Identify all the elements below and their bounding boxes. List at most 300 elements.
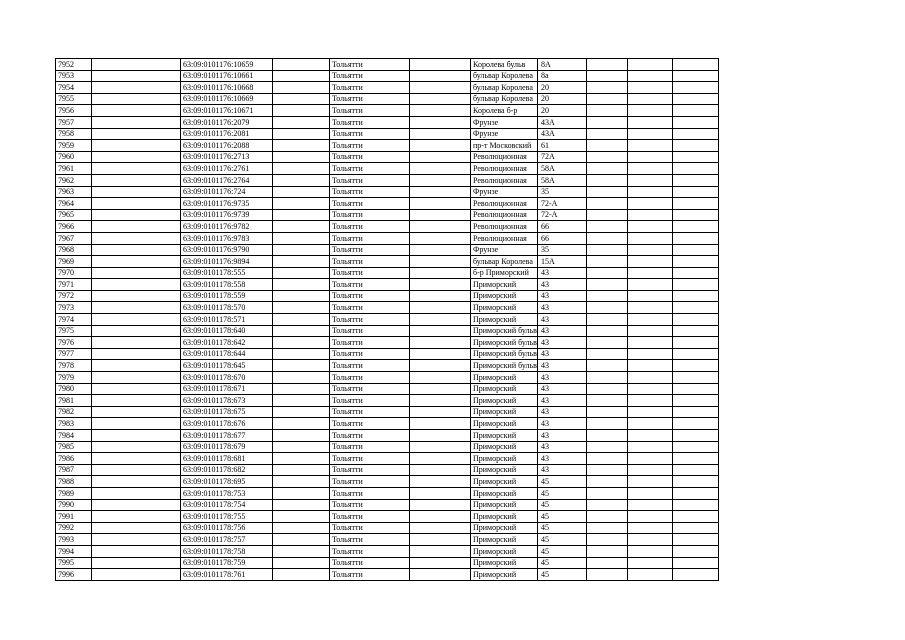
empty-cell <box>273 430 330 442</box>
empty-cell <box>672 476 718 488</box>
empty-cell <box>586 476 627 488</box>
empty-cell <box>627 430 672 442</box>
cadastral-number-cell: 63:09:0101178:675 <box>181 406 273 418</box>
street-cell: Приморский <box>471 314 538 326</box>
registry-table <box>55 58 719 581</box>
city-cell: Тольятти <box>330 232 410 244</box>
empty-cell <box>586 383 627 395</box>
empty-cell <box>92 395 181 407</box>
street-cell: Революционная <box>471 151 538 163</box>
table-row <box>56 105 719 117</box>
row-number-cell: 7970 <box>56 267 92 279</box>
empty-cell <box>273 174 330 186</box>
row-number-cell: 7986 <box>56 453 92 465</box>
row-number-cell: 7972 <box>56 290 92 302</box>
city-cell: Тольятти <box>330 186 410 198</box>
empty-cell <box>273 569 330 581</box>
empty-cell <box>410 325 471 337</box>
street-cell: Фрунзе <box>471 244 538 256</box>
empty-cell <box>586 232 627 244</box>
city-cell: Тольятти <box>330 348 410 360</box>
table-row <box>56 534 719 546</box>
empty-cell <box>410 70 471 82</box>
empty-cell <box>92 406 181 418</box>
table-row <box>56 279 719 291</box>
row-number-cell: 7982 <box>56 406 92 418</box>
table-row <box>56 569 719 581</box>
empty-cell <box>672 522 718 534</box>
city-cell: Тольятти <box>330 418 410 430</box>
empty-cell <box>627 499 672 511</box>
cadastral-number-cell: 63:09:0101178:695 <box>181 476 273 488</box>
table-row <box>56 151 719 163</box>
house-number-cell: 8А <box>537 59 586 71</box>
city-cell: Тольятти <box>330 279 410 291</box>
empty-cell <box>410 430 471 442</box>
empty-cell <box>273 360 330 372</box>
empty-cell <box>273 511 330 523</box>
empty-cell <box>410 256 471 268</box>
empty-cell <box>92 186 181 198</box>
empty-cell <box>273 163 330 175</box>
empty-cell <box>410 383 471 395</box>
empty-cell <box>672 82 718 94</box>
empty-cell <box>92 534 181 546</box>
row-number-cell: 7995 <box>56 557 92 569</box>
empty-cell <box>586 430 627 442</box>
empty-cell <box>273 116 330 128</box>
table-row <box>56 372 719 384</box>
empty-cell <box>410 511 471 523</box>
empty-cell <box>672 499 718 511</box>
empty-cell <box>672 151 718 163</box>
empty-cell <box>410 163 471 175</box>
empty-cell <box>672 325 718 337</box>
row-number-cell: 7985 <box>56 441 92 453</box>
empty-cell <box>273 441 330 453</box>
house-number-cell: 72-А <box>537 209 586 221</box>
table-row <box>56 464 719 476</box>
empty-cell <box>672 569 718 581</box>
street-cell: Приморский <box>471 499 538 511</box>
empty-cell <box>92 383 181 395</box>
empty-cell <box>92 105 181 117</box>
empty-cell <box>627 557 672 569</box>
empty-cell <box>586 395 627 407</box>
empty-cell <box>273 406 330 418</box>
table-row <box>56 256 719 268</box>
cadastral-number-cell: 63:09:0101176:10659 <box>181 59 273 71</box>
table-row <box>56 128 719 140</box>
city-cell: Тольятти <box>330 198 410 210</box>
city-cell: Тольятти <box>330 59 410 71</box>
empty-cell <box>92 545 181 557</box>
street-cell: Фрунзе <box>471 186 538 198</box>
street-cell: Приморский бульв <box>471 348 538 360</box>
empty-cell <box>586 487 627 499</box>
empty-cell <box>627 348 672 360</box>
empty-cell <box>627 476 672 488</box>
empty-cell <box>410 116 471 128</box>
empty-cell <box>627 82 672 94</box>
empty-cell <box>627 174 672 186</box>
cadastral-number-cell: 63:09:0101178:755 <box>181 511 273 523</box>
empty-cell <box>586 499 627 511</box>
empty-cell <box>410 82 471 94</box>
house-number-cell: 35 <box>537 186 586 198</box>
empty-cell <box>92 244 181 256</box>
row-number-cell: 7969 <box>56 256 92 268</box>
empty-cell <box>627 128 672 140</box>
empty-cell <box>586 140 627 152</box>
empty-cell <box>92 163 181 175</box>
house-number-cell: 43 <box>537 267 586 279</box>
street-cell: б-р Приморский <box>471 267 538 279</box>
row-number-cell: 7955 <box>56 93 92 105</box>
cadastral-number-cell: 63:09:0101176:2761 <box>181 163 273 175</box>
house-number-cell: 45 <box>537 487 586 499</box>
row-number-cell: 7991 <box>56 511 92 523</box>
empty-cell <box>273 82 330 94</box>
empty-cell <box>586 82 627 94</box>
empty-cell <box>672 337 718 349</box>
empty-cell <box>672 453 718 465</box>
empty-cell <box>586 279 627 291</box>
cadastral-number-cell: 63:09:0101176:10661 <box>181 70 273 82</box>
empty-cell <box>586 418 627 430</box>
empty-cell <box>586 511 627 523</box>
row-number-cell: 7977 <box>56 348 92 360</box>
street-cell: Приморский <box>471 487 538 499</box>
table-row <box>56 383 719 395</box>
cadastral-number-cell: 63:09:0101178:754 <box>181 499 273 511</box>
table-row <box>56 116 719 128</box>
row-number-cell: 7976 <box>56 337 92 349</box>
empty-cell <box>627 511 672 523</box>
empty-cell <box>273 105 330 117</box>
house-number-cell: 43 <box>537 337 586 349</box>
empty-cell <box>273 279 330 291</box>
house-number-cell: 43 <box>537 406 586 418</box>
house-number-cell: 45 <box>537 545 586 557</box>
city-cell: Тольятти <box>330 487 410 499</box>
empty-cell <box>627 256 672 268</box>
empty-cell <box>273 476 330 488</box>
empty-cell <box>672 545 718 557</box>
cadastral-number-cell: 63:09:0101176:10668 <box>181 82 273 94</box>
empty-cell <box>273 522 330 534</box>
empty-cell <box>672 244 718 256</box>
row-number-cell: 7978 <box>56 360 92 372</box>
city-cell: Тольятти <box>330 244 410 256</box>
empty-cell <box>586 128 627 140</box>
house-number-cell: 43 <box>537 430 586 442</box>
empty-cell <box>586 116 627 128</box>
street-cell: Королева бульв <box>471 59 538 71</box>
cadastral-number-cell: 63:09:0101176:9782 <box>181 221 273 233</box>
empty-cell <box>92 256 181 268</box>
street-cell: бульвар Королева <box>471 93 538 105</box>
cadastral-number-cell: 63:09:0101178:571 <box>181 314 273 326</box>
empty-cell <box>586 372 627 384</box>
empty-cell <box>586 325 627 337</box>
empty-cell <box>273 70 330 82</box>
empty-cell <box>92 221 181 233</box>
empty-cell <box>627 487 672 499</box>
table-row <box>56 418 719 430</box>
table-row <box>56 267 719 279</box>
empty-cell <box>672 302 718 314</box>
empty-cell <box>586 290 627 302</box>
city-cell: Тольятти <box>330 302 410 314</box>
empty-cell <box>273 151 330 163</box>
empty-cell <box>410 569 471 581</box>
city-cell: Тольятти <box>330 221 410 233</box>
street-cell: Революционная <box>471 198 538 210</box>
empty-cell <box>273 337 330 349</box>
empty-cell <box>273 534 330 546</box>
row-number-cell: 7974 <box>56 314 92 326</box>
empty-cell <box>92 116 181 128</box>
cadastral-number-cell: 63:09:0101176:2081 <box>181 128 273 140</box>
empty-cell <box>410 198 471 210</box>
empty-cell <box>92 93 181 105</box>
empty-cell <box>586 557 627 569</box>
cadastral-number-cell: 63:09:0101178:756 <box>181 522 273 534</box>
empty-cell <box>92 487 181 499</box>
empty-cell <box>672 314 718 326</box>
empty-cell <box>627 406 672 418</box>
city-cell: Тольятти <box>330 163 410 175</box>
table-row <box>56 314 719 326</box>
empty-cell <box>410 418 471 430</box>
cadastral-number-cell: 63:09:0101178:677 <box>181 430 273 442</box>
city-cell: Тольятти <box>330 82 410 94</box>
street-cell: Революционная <box>471 209 538 221</box>
city-cell: Тольятти <box>330 372 410 384</box>
empty-cell <box>672 279 718 291</box>
city-cell: Тольятти <box>330 128 410 140</box>
row-number-cell: 7987 <box>56 464 92 476</box>
empty-cell <box>586 256 627 268</box>
empty-cell <box>627 360 672 372</box>
house-number-cell: 45 <box>537 534 586 546</box>
empty-cell <box>627 221 672 233</box>
empty-cell <box>410 267 471 279</box>
empty-cell <box>586 545 627 557</box>
house-number-cell: 72А <box>537 151 586 163</box>
cadastral-number-cell: 63:09:0101176:10669 <box>181 93 273 105</box>
empty-cell <box>273 372 330 384</box>
table-row <box>56 499 719 511</box>
table-row <box>56 82 719 94</box>
street-cell: Революционная <box>471 174 538 186</box>
empty-cell <box>92 140 181 152</box>
house-number-cell: 43 <box>537 290 586 302</box>
table-row <box>56 163 719 175</box>
empty-cell <box>672 232 718 244</box>
empty-cell <box>586 348 627 360</box>
empty-cell <box>273 244 330 256</box>
cadastral-number-cell: 63:09:0101176:2713 <box>181 151 273 163</box>
table-body <box>56 59 719 581</box>
city-cell: Тольятти <box>330 337 410 349</box>
empty-cell <box>410 244 471 256</box>
table-row <box>56 93 719 105</box>
city-cell: Тольятти <box>330 267 410 279</box>
house-number-cell: 20 <box>537 105 586 117</box>
empty-cell <box>627 534 672 546</box>
table-row <box>56 406 719 418</box>
city-cell: Тольятти <box>330 256 410 268</box>
street-cell: Приморский <box>471 569 538 581</box>
empty-cell <box>586 406 627 418</box>
empty-cell <box>410 372 471 384</box>
empty-cell <box>410 151 471 163</box>
empty-cell <box>273 418 330 430</box>
empty-cell <box>410 105 471 117</box>
empty-cell <box>92 453 181 465</box>
empty-cell <box>627 395 672 407</box>
empty-cell <box>92 82 181 94</box>
empty-cell <box>627 186 672 198</box>
cadastral-number-cell: 63:09:0101178:759 <box>181 557 273 569</box>
cadastral-number-cell: 63:09:0101178:559 <box>181 290 273 302</box>
empty-cell <box>92 302 181 314</box>
table-row <box>56 522 719 534</box>
empty-cell <box>92 418 181 430</box>
empty-cell <box>672 406 718 418</box>
house-number-cell: 43 <box>537 395 586 407</box>
empty-cell <box>586 360 627 372</box>
empty-cell <box>410 499 471 511</box>
house-number-cell: 45 <box>537 499 586 511</box>
empty-cell <box>92 290 181 302</box>
house-number-cell: 20 <box>537 82 586 94</box>
empty-cell <box>672 140 718 152</box>
empty-cell <box>627 569 672 581</box>
cadastral-number-cell: 63:09:0101178:558 <box>181 279 273 291</box>
empty-cell <box>586 569 627 581</box>
empty-cell <box>586 198 627 210</box>
row-number-cell: 7990 <box>56 499 92 511</box>
cadastral-number-cell: 63:09:0101176:2079 <box>181 116 273 128</box>
cadastral-number-cell: 63:09:0101176:9739 <box>181 209 273 221</box>
empty-cell <box>273 209 330 221</box>
cadastral-number-cell: 63:09:0101176:9783 <box>181 232 273 244</box>
empty-cell <box>586 174 627 186</box>
house-number-cell: 8а <box>537 70 586 82</box>
street-cell: Приморский <box>471 406 538 418</box>
empty-cell <box>92 430 181 442</box>
street-cell: Приморский <box>471 464 538 476</box>
empty-cell <box>273 348 330 360</box>
row-number-cell: 7983 <box>56 418 92 430</box>
empty-cell <box>672 198 718 210</box>
street-cell: пр-т Московский <box>471 140 538 152</box>
cadastral-number-cell: 63:09:0101178:757 <box>181 534 273 546</box>
empty-cell <box>410 59 471 71</box>
empty-cell <box>672 59 718 71</box>
empty-cell <box>273 464 330 476</box>
row-number-cell: 7980 <box>56 383 92 395</box>
cadastral-number-cell: 63:09:0101178:640 <box>181 325 273 337</box>
cadastral-number-cell: 63:09:0101178:570 <box>181 302 273 314</box>
house-number-cell: 43А <box>537 128 586 140</box>
empty-cell <box>586 337 627 349</box>
table-row <box>56 360 719 372</box>
row-number-cell: 7975 <box>56 325 92 337</box>
house-number-cell: 66 <box>537 232 586 244</box>
house-number-cell: 15А <box>537 256 586 268</box>
row-number-cell: 7992 <box>56 522 92 534</box>
street-cell: Приморский <box>471 511 538 523</box>
house-number-cell: 43 <box>537 279 586 291</box>
empty-cell <box>410 221 471 233</box>
empty-cell <box>92 174 181 186</box>
row-number-cell: 7961 <box>56 163 92 175</box>
table-row <box>56 221 719 233</box>
empty-cell <box>92 209 181 221</box>
city-cell: Тольятти <box>330 70 410 82</box>
street-cell: Приморский <box>471 279 538 291</box>
city-cell: Тольятти <box>330 105 410 117</box>
empty-cell <box>586 163 627 175</box>
street-cell: Приморский <box>471 383 538 395</box>
house-number-cell: 43 <box>537 302 586 314</box>
empty-cell <box>627 441 672 453</box>
empty-cell <box>627 105 672 117</box>
table-row <box>56 453 719 465</box>
empty-cell <box>586 93 627 105</box>
table-row <box>56 337 719 349</box>
empty-cell <box>410 290 471 302</box>
house-number-cell: 43А <box>537 116 586 128</box>
empty-cell <box>627 209 672 221</box>
empty-cell <box>672 209 718 221</box>
empty-cell <box>672 534 718 546</box>
table-row <box>56 174 719 186</box>
empty-cell <box>627 290 672 302</box>
empty-cell <box>627 163 672 175</box>
house-number-cell: 45 <box>537 569 586 581</box>
row-number-cell: 7996 <box>56 569 92 581</box>
street-cell: Приморский <box>471 372 538 384</box>
table-row <box>56 545 719 557</box>
empty-cell <box>672 221 718 233</box>
street-cell: Приморский <box>471 430 538 442</box>
empty-cell <box>92 522 181 534</box>
cadastral-number-cell: 63:09:0101176:2088 <box>181 140 273 152</box>
cadastral-number-cell: 63:09:0101176:9790 <box>181 244 273 256</box>
cadastral-number-cell: 63:09:0101178:645 <box>181 360 273 372</box>
city-cell: Тольятти <box>330 511 410 523</box>
empty-cell <box>627 140 672 152</box>
table-row <box>56 476 719 488</box>
row-number-cell: 7965 <box>56 209 92 221</box>
house-number-cell: 45 <box>537 557 586 569</box>
empty-cell <box>586 441 627 453</box>
empty-cell <box>410 395 471 407</box>
empty-cell <box>672 383 718 395</box>
house-number-cell: 58А <box>537 163 586 175</box>
city-cell: Тольятти <box>330 522 410 534</box>
empty-cell <box>627 545 672 557</box>
empty-cell <box>273 545 330 557</box>
house-number-cell: 43 <box>537 325 586 337</box>
empty-cell <box>273 59 330 71</box>
street-cell: Приморский бульв <box>471 337 538 349</box>
